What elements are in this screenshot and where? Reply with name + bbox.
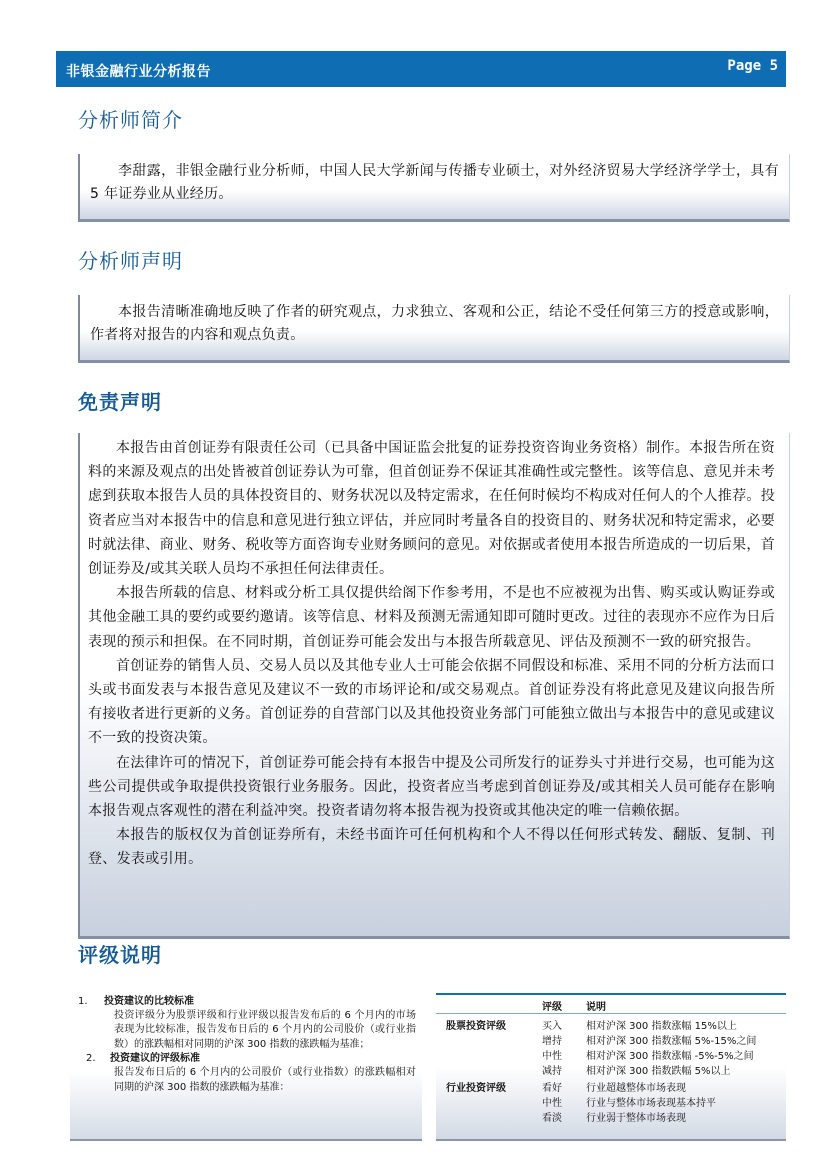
- table-row: [436, 1094, 786, 1108]
- analyst-intro-text: 李甜露，非银金融行业分析师，中国人民大学新闻与传播专业硕士，对外经济贸易大学经济学学士，具有 5 年证券业从业经历。: [90, 163, 779, 202]
- rating-table: [436, 993, 786, 1141]
- table-row: [436, 1047, 786, 1061]
- desc-cell: 相对沪深 300 指数涨幅 -5%-5%之间: [586, 1051, 754, 1062]
- page-number: Page 5: [727, 58, 778, 74]
- list-number: 1.: [78, 996, 88, 1007]
- desc-cell: 行业与整体市场表现基本持平: [586, 1098, 716, 1109]
- category-label: 行业投资评级: [446, 1083, 506, 1094]
- analyst-statement-box: [78, 295, 790, 363]
- grade-cell: 买入: [542, 1021, 562, 1032]
- table-row: [436, 1032, 786, 1046]
- rating-criteria-item-2: [78, 1052, 416, 1066]
- criteria-body: 报告发布日后的 6 个月内的公司股价（或行业指数）的涨跌幅相对同期的沪深 300 指数的涨跌幅为基准：: [114, 1067, 416, 1093]
- grade-cell: 看淡: [542, 1113, 562, 1124]
- table-row: [436, 1062, 786, 1076]
- rating-criteria-panel: [70, 987, 422, 1141]
- report-header-bar: [56, 51, 786, 87]
- criteria-heading: 投资建议的评级标准: [110, 1053, 200, 1065]
- disclaimer-paragraph: 本报告所载的信息、材料或分析工具仅提供给阁下作参考用，不是也不应被视为出售、购买或认购证券或其他金融工具的要约或要约邀请。该等信息、材料及预测无需通知即可随时更改。过往的表现亦不应作为日后表现的预示和担保。在不同时期，首创证券可能会发出与本报告所载意见、评估及预测不一致的研究报告。: [88, 585, 775, 650]
- table-row: [436, 1017, 786, 1031]
- analyst-intro-box: [78, 154, 790, 222]
- analyst-statement-text: 本报告清晰准确地反映了作者的研究观点，力求独立、客观和公正，结论不受任何第三方的授意或影响，作者将对报告的内容和观点负责。: [90, 304, 779, 343]
- grade-cell: 减持: [542, 1066, 562, 1077]
- list-number: 2.: [86, 1053, 96, 1065]
- table-row: [436, 1109, 786, 1123]
- table-divider: [436, 1013, 786, 1014]
- disclaimer-paragraph: 在法律许可的情况下，首创证券可能会持有本报告中提及公司所发行的证券头寸并进行交易，也可能为这些公司提供或争取提供投资银行业务服务。因此，投资者应当考虑到首创证券及/或其相关人员可能存在影响本报告观点客观性的潜在利益冲突。投资者请勿将本报告视为投资或其他决定的唯一信赖依据。: [88, 754, 775, 820]
- table-row: [436, 1079, 786, 1093]
- disclaimer-paragraph: 本报告的版权仅为首创证券所有，未经书面许可任何机构和个人不得以任何形式转发、翻版、复制、刊登、发表或引用。: [88, 827, 775, 868]
- grade-cell: 中性: [542, 1051, 562, 1062]
- disclaimer-box: [78, 433, 790, 939]
- report-title: 非银金融行业分析报告: [66, 64, 211, 80]
- criteria-heading: 投资建议的比较标准: [104, 996, 194, 1007]
- category-label: 股票投资评级: [446, 1021, 506, 1032]
- desc-cell: 行业超越整体市场表现: [586, 1083, 686, 1094]
- analyst-intro-heading: 分析师简介: [78, 108, 183, 132]
- desc-cell: 相对沪深 300 指数涨幅 5%-15%之间: [586, 1036, 757, 1047]
- desc-cell: 相对沪深 300 指数涨幅 15%以上: [586, 1021, 737, 1032]
- rating-criteria-item-1: [78, 995, 416, 1009]
- column-header-grade: 评级: [542, 1002, 562, 1013]
- criteria-body: 投资评级分为股票评级和行业评级以报告发布后的 6 个月内的市场表现为比较标准，报告发布日后的 6 个月内的公司股价（或行业指数）的涨跌幅相对同期的沪深 300 指数的涨跌幅为基准；: [114, 1010, 416, 1050]
- rating-heading: 评级说明: [78, 943, 162, 967]
- grade-cell: 看好: [542, 1083, 562, 1094]
- disclaimer-paragraph: 本报告由首创证券有限责任公司（已具备中国证监会批复的证券投资咨询业务资格）制作。本报告所在资料的来源及观点的出处皆被首创证券认为可靠，但首创证券不保证其准确性或完整性。该等信息、意见并未考虑到获取本报告人员的具体投资目的、财务状况以及特定需求，在任何时候均不构成对任何人的个人推荐。投资者应当对本报告中的信息和意见进行独立评估，并应同时考量各自的投资目的、财务状况和特定需求，必要时就法律、商业、财务、税收等方面咨询专业财务顾问的意见。对依据或者使用本报告所造成的一切后果，首创证券及/或其关联人员均不承担任何法律责任。: [88, 440, 775, 578]
- grade-cell: 中性: [542, 1098, 562, 1109]
- disclaimer-heading: 免责声明: [78, 390, 162, 414]
- desc-cell: 行业弱于整体市场表现: [586, 1113, 686, 1124]
- column-header-desc: 说明: [586, 1002, 606, 1013]
- analyst-statement-heading: 分析师声明: [78, 249, 183, 273]
- desc-cell: 相对沪深 300 指数跌幅 5%以上: [586, 1066, 731, 1077]
- disclaimer-paragraph: 首创证券的销售人员、交易人员以及其他专业人士可能会依据不同假设和标准、采用不同的分析方法而口头或书面发表与本报告意见及建议不一致的市场评论和/或交易观点。首创证券没有将此意见及建议向报告所有接收者进行更新的义务。首创证券的自营部门以及其他投资业务部门可能独立做出与本报告中的意见或建议不一致的投资决策。: [88, 657, 775, 747]
- grade-cell: 增持: [542, 1036, 562, 1047]
- rating-table-header: [436, 998, 786, 1012]
